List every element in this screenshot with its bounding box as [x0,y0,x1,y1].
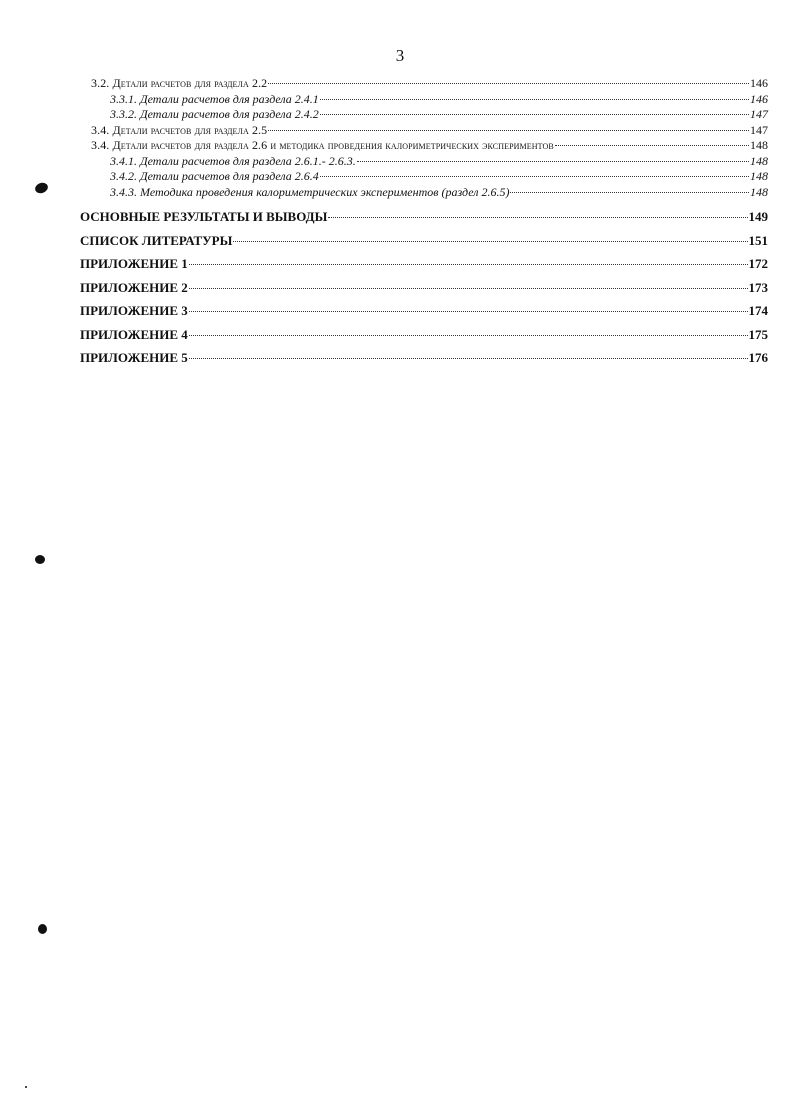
toc-entry-title: 3.4.1. Детали расчетов для раздела 2.6.1.- 2.6.3. [110,153,356,168]
toc-entry-title: 3.3.2. Детали расчетов для раздела 2.4.2 [110,107,319,121]
dot-leader [268,130,749,131]
dot-leader [189,288,748,289]
dot-leader [189,311,748,312]
toc-entry-title: 3.4. Детали расчетов для раздела 2.6 и методика проведения калориметрических экспериментов [91,138,554,152]
scan-mark [25,1086,27,1088]
toc-entry-page: 147 [750,107,768,121]
toc-entry-page: 174 [748,303,768,318]
dot-leader [510,192,749,193]
toc-entry-title: ПРИЛОЖЕНИЕ 1 [80,256,188,271]
toc-entry-page: 151 [748,232,768,248]
toc-entry[interactable] [80,229,768,253]
toc-entry-page: 148 [750,138,768,152]
toc-entry[interactable] [80,154,768,170]
toc-entry[interactable] [80,185,768,201]
dot-leader [268,83,749,84]
dot-leader [328,217,747,218]
toc-entry-page: 147 [750,122,768,137]
toc-entry-page: 146 [750,76,768,90]
toc-entry[interactable] [80,107,768,123]
toc-entry[interactable] [80,276,768,300]
page-number: 3 [395,46,405,65]
table-of-contents [80,76,768,370]
scan-mark [34,181,50,195]
toc-entry-page: 176 [748,350,768,365]
toc-entry[interactable] [80,169,768,185]
toc-entry-title: ПРИЛОЖЕНИЕ 5 [80,350,188,365]
toc-entry[interactable] [80,138,768,154]
toc-entry-page: 149 [748,209,768,224]
toc-entry[interactable] [80,76,768,92]
toc-entry[interactable] [80,252,768,276]
toc-entry[interactable] [80,323,768,347]
toc-entry-page: 172 [748,256,768,271]
dot-leader [320,176,749,177]
toc-entry-title: ПРИЛОЖЕНИЕ 4 [80,326,188,342]
toc-entry[interactable] [80,346,768,370]
toc-entry[interactable] [80,299,768,323]
toc-entry-title: 3.4.2. Детали расчетов для раздела 2.6.4 [110,169,319,183]
scan-mark [35,555,45,564]
toc-entry-page: 146 [750,91,768,106]
toc-entry-page: 175 [748,326,768,342]
toc-entry-title: 3.4.3. Методика проведения калориметрических экспериментов (раздел 2.6.5) [110,184,510,199]
toc-entry-page: 148 [750,169,768,183]
toc-entry-title: 3.4. Детали расчетов для раздела 2.5 [91,122,268,137]
toc-entry-title: ПРИЛОЖЕНИЕ 3 [80,303,188,318]
dot-leader [357,161,749,162]
toc-entry-page: 148 [750,153,768,168]
toc-entry[interactable] [80,92,768,108]
dot-leader [189,358,748,359]
toc-entry-page: 173 [748,279,768,295]
toc-entry-title: 3.3.1. Детали расчетов для раздела 2.4.1 [110,91,319,106]
toc-entry-title: ПРИЛОЖЕНИЕ 2 [80,279,188,295]
dot-leader [320,99,749,100]
dot-leader [233,241,747,242]
toc-entry-title: СПИСОК ЛИТЕРАТУРЫ [80,232,233,248]
dot-leader [320,114,749,115]
dot-leader [555,145,749,146]
toc-entry-title: 3.2. Детали расчетов для раздела 2.2 [91,76,268,90]
toc-entry-title: ОСНОВНЫЕ РЕЗУЛЬТАТЫ И ВЫВОДЫ [80,209,328,224]
toc-entry[interactable] [80,123,768,139]
toc-entry[interactable] [80,205,768,229]
scan-mark [38,924,47,934]
dot-leader [189,335,748,336]
toc-entry-page: 148 [750,184,768,199]
dot-leader [189,264,748,265]
